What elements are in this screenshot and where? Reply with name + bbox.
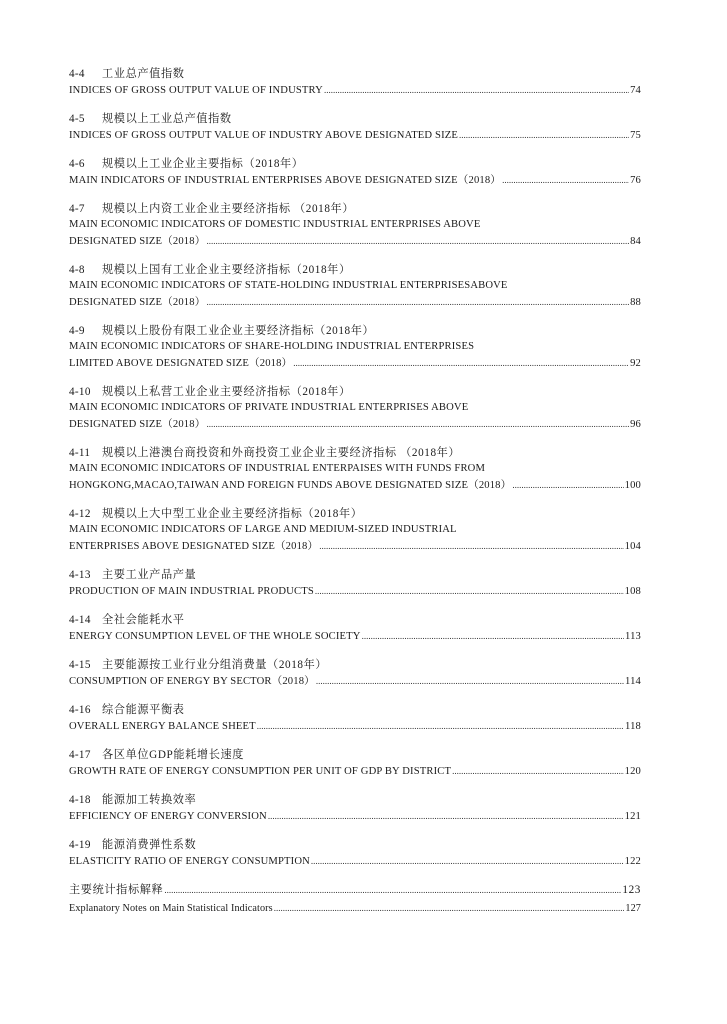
toc-entry-page-number: 92 [630,358,641,369]
toc-entry-title-en: GROWTH RATE OF ENERGY CONSUMPTION PER UNIT OF GDP BY DISTRICT [69,766,452,777]
toc-entry-leader-row [69,294,641,310]
toc-entry-title-zh [69,445,641,461]
toc-entry-page-number: 122 [624,856,641,867]
toc-entry-number: 4-19 [69,839,91,851]
toc-entry-title-en: MAIN ECONOMIC INDICATORS OF PRIVATE INDUSTRIAL ENTERPRISES ABOVE [69,402,469,413]
toc-entry-page-number: 96 [630,419,641,430]
toc-entry-title-zh [69,323,641,339]
dot-leader [362,628,624,644]
toc-entry-zh-text: 能源加工转换效率 [102,794,197,806]
toc-entry-title-en: MAIN ECONOMIC INDICATORS OF DOMESTIC INDUSTRIAL ENTERPRISES ABOVE [69,219,481,230]
toc-entry-leader-row [69,718,641,734]
toc-entry-title-en: OVERALL ENERGY BALANCE SHEET [69,721,256,732]
toc-entry-page-number: 120 [624,766,641,777]
toc-entry-title-en: MAIN ECONOMIC INDICATORS OF STATE-HOLDING INDUSTRIAL ENTERPRISESABOVE [69,280,508,291]
toc-entry-title-zh [69,66,641,82]
toc-entry-title-zh [69,567,641,583]
toc-entry-leader-row [69,583,641,599]
toc-entry[interactable] [69,384,641,432]
toc-entry-leader-row [69,233,641,249]
toc-entry-leader-row [69,127,641,143]
toc-entry-number: 4-5 [69,113,85,125]
toc-entry-title-en: DESIGNATED SIZE（2018） [69,236,206,247]
dot-leader [315,583,624,599]
toc-entry[interactable] [69,567,641,599]
toc-entry-zh-text: 规模以上大中型工业企业主要经济指标（2018年） [102,508,363,520]
toc-entry-title-zh [69,201,641,217]
dot-leader [512,477,623,493]
toc-entry-title-en: INDICES OF GROSS OUTPUT VALUE OF INDUSTRY ABOVE DESIGNATED SIZE [69,130,458,141]
toc-entry-leader-row [69,477,641,493]
toc-entry-page-number: 84 [630,236,641,247]
table-of-contents [69,66,641,918]
toc-entry-leader-row [69,538,641,554]
toc-entry-title-en: LIMITED ABOVE DESIGNATED SIZE（2018） [69,358,293,369]
toc-entry-title-en: ENERGY CONSUMPTION LEVEL OF THE WHOLE SOCIETY [69,631,361,642]
toc-entry-zh-text: 主要能源按工业行业分组消费量（2018年） [102,659,328,671]
toc-entry[interactable] [69,323,641,371]
toc-entry-page-number: 118 [625,721,641,732]
dot-leader [324,82,629,98]
toc-entry-title-en: MAIN INDICATORS OF INDUSTRIAL ENTERPRISES ABOVE DESIGNATED SIZE（2018） [69,175,502,186]
toc-entry-title-zh [69,506,641,522]
dot-leader [274,900,625,916]
toc-entry-title-en: PRODUCTION OF MAIN INDUSTRIAL PRODUCTS [69,586,314,597]
explanatory-notes-section [69,882,641,916]
dot-leader [316,673,624,689]
dot-leader [257,718,624,734]
toc-entry-title-zh [69,156,641,172]
toc-entry-number: 4-8 [69,264,85,276]
toc-entry-zh-text: 规模以上港澳台商投资和外商投资工业企业主要经济指标 （2018年） [102,447,461,459]
toc-entry-leader-row [69,82,641,98]
toc-entry[interactable] [69,156,641,188]
toc-entry-page-number: 88 [630,297,641,308]
toc-entry-zh-text: 全社会能耗水平 [102,614,185,626]
toc-entry-title-en: CONSUMPTION OF ENERGY BY SECTOR（2018） [69,676,315,687]
toc-entry-page-number: 75 [630,130,641,141]
toc-entry-number: 4-17 [69,749,91,761]
toc-entry-leader-row [69,808,641,824]
toc-entry-zh-text: 规模以上国有工业企业主要经济指标（2018年） [102,264,351,276]
toc-entry[interactable] [69,837,641,869]
dot-leader [206,233,629,249]
toc-entry-number: 4-9 [69,325,85,337]
dot-leader [311,853,624,869]
toc-entry-title-zh [69,702,641,718]
toc-entry-leader-row [69,673,641,689]
dot-leader [206,294,629,310]
toc-entry-page-number: 113 [625,631,641,642]
toc-entry-leader-row [69,853,641,869]
notes-title-en: Explanatory Notes on Main Statistical Indicators [69,903,273,914]
toc-entry-zh-text: 规模以上内资工业企业主要经济指标 （2018年） [102,203,355,215]
toc-entry-zh-text: 工业总产值指数 [102,68,185,80]
toc-entry-number: 4-14 [69,614,91,626]
toc-entry-page-number: 123 [622,884,641,896]
toc-entry-leader-row[interactable] [69,882,641,898]
toc-entry-number: 4-4 [69,68,85,80]
dot-leader [293,355,629,371]
toc-entry[interactable] [69,792,641,824]
toc-entry-zh-text: 规模以上工业企业主要指标（2018年） [102,158,304,170]
dot-leader [164,882,621,898]
toc-entry[interactable] [69,111,641,143]
toc-entry-leader-row [69,355,641,371]
toc-entry[interactable] [69,262,641,310]
toc-entry-leader-row [69,416,641,432]
toc-entry-title-zh [69,792,641,808]
toc-entry-page-number: 114 [625,676,641,687]
toc-entry[interactable] [69,506,641,554]
dot-leader [502,172,629,188]
toc-entry-number: 4-13 [69,569,91,581]
toc-entry[interactable] [69,612,641,644]
toc-entry-zh-text: 规模以上股份有限工业企业主要经济指标（2018年） [102,325,375,337]
toc-entry-zh-text: 综合能源平衡表 [102,704,185,716]
toc-entry-number: 4-18 [69,794,91,806]
toc-entry-title-zh [69,837,641,853]
toc-entry-title-zh [69,111,641,127]
toc-entry-title-en: DESIGNATED SIZE（2018） [69,419,206,430]
toc-entry-title-en: ELASTICITY RATIO OF ENERGY CONSUMPTION [69,856,310,867]
toc-entry-zh-text: 规模以上工业总产值指数 [102,113,232,125]
toc-entry-number: 4-11 [69,447,91,459]
toc-entry-page-number: 100 [624,480,641,491]
toc-entry-title-zh [69,612,641,628]
toc-entry-number: 4-10 [69,386,91,398]
toc-entry[interactable] [69,201,641,249]
toc-entry-zh-text: 各区单位GDP能耗增长速度 [102,749,245,761]
toc-entry-title-en: MAIN ECONOMIC INDICATORS OF SHARE-HOLDING INDUSTRIAL ENTERPRISES [69,341,475,352]
toc-entry[interactable] [69,657,641,689]
toc-entry-page-number: 121 [624,811,641,822]
toc-entry-title-en: EFFICIENCY OF ENERGY CONVERSION [69,811,267,822]
toc-entry-number: 4-12 [69,508,91,520]
toc-entry-page-number: 74 [630,85,641,96]
toc-entry-zh-text: 主要工业产品产量 [102,569,197,581]
toc-entry-number: 4-16 [69,704,91,716]
toc-entry[interactable] [69,702,641,734]
toc-entry[interactable] [69,747,641,779]
toc-entry-title-en: MAIN ECONOMIC INDICATORS OF LARGE AND MEDIUM-SIZED INDUSTRIAL [69,524,457,535]
dot-leader [268,808,624,824]
dot-leader [206,416,629,432]
toc-entry-page-number: 76 [630,175,641,186]
toc-entry-leader-row [69,763,641,779]
notes-title-zh: 主要统计指标解释 [69,884,164,896]
toc-entry-number: 4-6 [69,158,85,170]
toc-entry-title-en: MAIN ECONOMIC INDICATORS OF INDUSTRIAL ENTERPAISES WITH FUNDS FROM [69,463,486,474]
toc-entry-title-zh [69,262,641,278]
toc-entry-number: 4-15 [69,659,91,671]
toc-entry-page-number: 108 [624,586,641,597]
dot-leader [452,763,624,779]
toc-entry-title-en: ENTERPRISES ABOVE DESIGNATED SIZE（2018） [69,541,319,552]
toc-entry-leader-row[interactable] [69,900,641,916]
toc-entry[interactable] [69,66,641,98]
toc-entry[interactable] [69,445,641,493]
toc-entry-zh-text: 规模以上私营工业企业主要经济指标（2018年） [102,386,351,398]
toc-entry-title-zh [69,657,641,673]
toc-entry-title-zh [69,384,641,400]
dot-leader [459,127,629,143]
toc-entry-zh-text: 能源消费弹性系数 [102,839,197,851]
toc-entry-title-en: INDICES OF GROSS OUTPUT VALUE OF INDUSTRY [69,85,323,96]
toc-entry-number: 4-7 [69,203,85,215]
toc-entry-page-number: 127 [625,903,641,914]
toc-entry-title-en: DESIGNATED SIZE（2018） [69,297,206,308]
toc-entry-leader-row [69,172,641,188]
toc-entry-title-en: HONGKONG,MACAO,TAIWAN AND FOREIGN FUNDS ABOVE DESIGNATED SIZE（2018） [69,480,512,491]
toc-entry-leader-row [69,628,641,644]
toc-entry-page-number: 104 [624,541,641,552]
dot-leader [319,538,623,554]
toc-entry-title-zh [69,747,641,763]
